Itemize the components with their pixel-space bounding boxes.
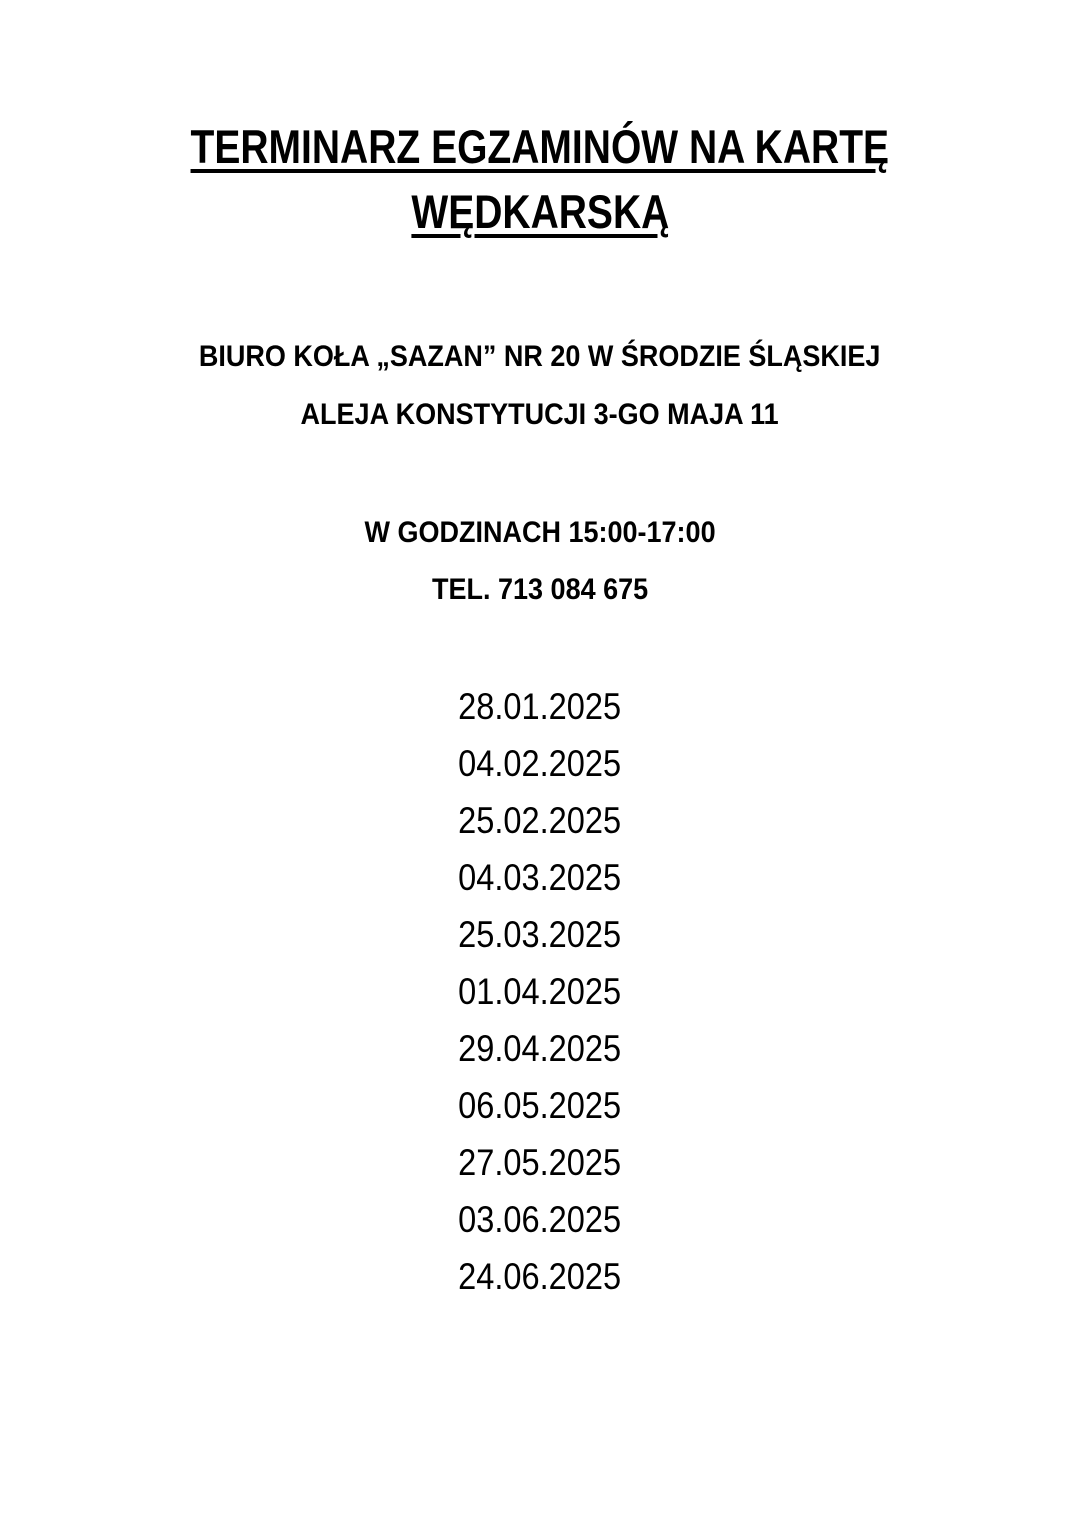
exam-date-9-text: 27.05.2025 <box>458 1142 622 1183</box>
exam-date-6 <box>0 963 1080 1020</box>
office-hours-text: W GODZINACH 15:00-17:00 <box>364 516 716 549</box>
exam-date-8 <box>0 1077 1080 1134</box>
exam-date-6-text: 01.04.2025 <box>458 971 622 1012</box>
exam-date-9 <box>0 1134 1080 1191</box>
office-street-line <box>0 386 1080 444</box>
exam-date-5 <box>0 906 1080 963</box>
exam-date-1-text: 28.01.2025 <box>458 686 622 727</box>
office-hours-line <box>0 504 1080 561</box>
office-address-block <box>0 328 1080 444</box>
exam-date-2-text: 04.02.2025 <box>458 743 622 784</box>
exam-date-3-text: 25.02.2025 <box>458 800 622 841</box>
document-title-line-2 <box>0 179 1080 244</box>
document-title <box>0 0 1080 244</box>
office-name-text: BIURO KOŁA „SAZAN” NR 20 W ŚRODZIE ŚLĄSKIEJ <box>199 340 881 373</box>
exam-date-7 <box>0 1020 1080 1077</box>
exam-date-4-text: 04.03.2025 <box>458 857 622 898</box>
document-title-text-2: WĘDKARSKĄ <box>411 185 669 238</box>
exam-dates-list <box>0 678 1080 1305</box>
office-street-text: ALEJA KONSTYTUCJI 3-GO MAJA 11 <box>300 398 780 431</box>
exam-date-11-text: 24.06.2025 <box>458 1256 622 1297</box>
document-title-text-1: TERMINARZ EGZAMINÓW NA KARTĘ <box>190 120 890 173</box>
document-title-line-1 <box>0 114 1080 179</box>
exam-date-4 <box>0 849 1080 906</box>
exam-date-5-text: 25.03.2025 <box>458 914 622 955</box>
phone-line <box>0 561 1080 618</box>
exam-date-10-text: 03.06.2025 <box>458 1199 622 1240</box>
exam-date-2 <box>0 735 1080 792</box>
exam-date-10 <box>0 1191 1080 1248</box>
exam-date-1 <box>0 678 1080 735</box>
office-name-line <box>0 328 1080 386</box>
exam-date-11 <box>0 1248 1080 1305</box>
contact-block <box>0 504 1080 618</box>
exam-date-3 <box>0 792 1080 849</box>
phone-text: TEL. 713 084 675 <box>431 573 649 606</box>
exam-date-8-text: 06.05.2025 <box>458 1085 622 1126</box>
exam-date-7-text: 29.04.2025 <box>458 1028 622 1069</box>
